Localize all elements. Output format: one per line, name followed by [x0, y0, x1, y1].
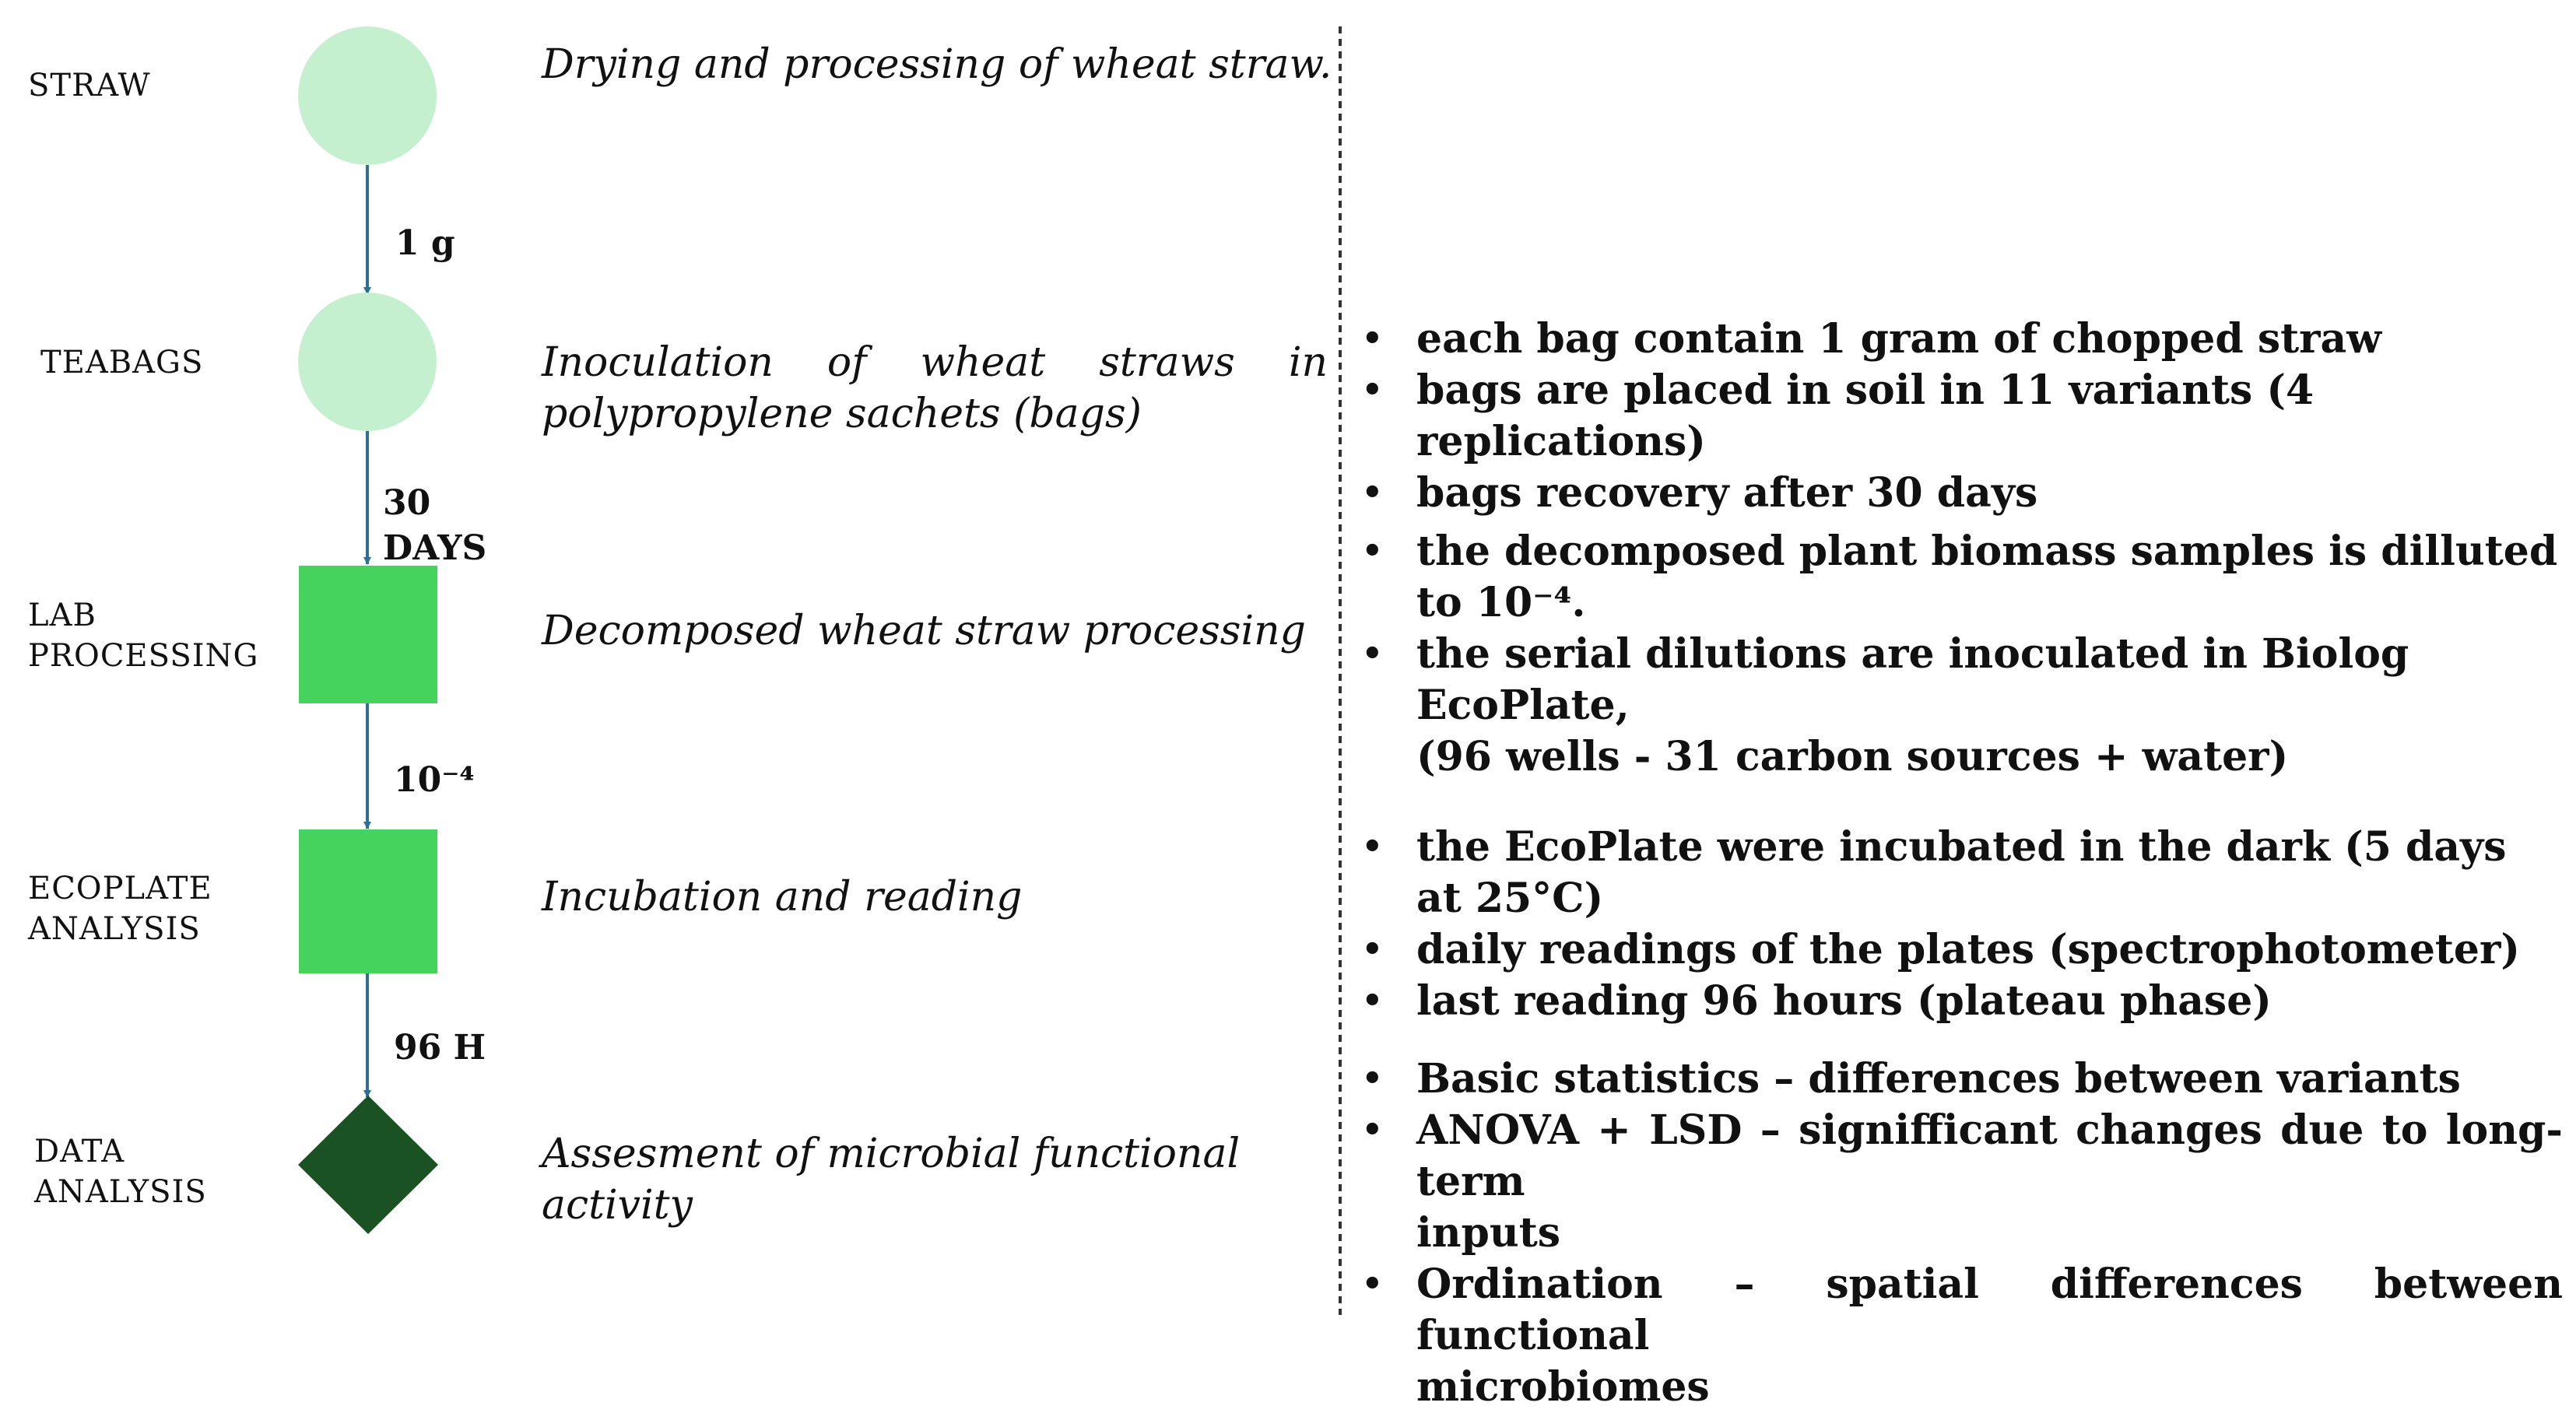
step-label-ecoplate-analysis: [28, 868, 212, 949]
step-label-teabags: TEABAGS: [40, 345, 204, 380]
step-description-data-analysis: [542, 1128, 1328, 1231]
details-data-analysis: [1360, 1054, 2563, 1413]
edge-label-dilution: 10⁻⁴: [394, 760, 475, 800]
step-label-line: ECOPLATE: [28, 871, 212, 906]
ecoplate-analysis-node: [299, 829, 437, 973]
step-description-teabags: [542, 337, 1328, 440]
details-teabags: [1360, 314, 2563, 519]
details-lab-processing: [1360, 526, 2563, 783]
step-label-data-analysis: [34, 1131, 207, 1212]
description-line: Inoculation of wheat straws in: [542, 339, 1328, 386]
detail-bullet: • the decomposed plant biomass samples is dilluted to 10⁻⁴.: [1360, 526, 2563, 629]
detail-line: microbiomes: [1416, 1363, 1710, 1411]
step-label-line: PROCESSING: [28, 638, 259, 674]
edge-label-line: 30: [383, 483, 431, 523]
detail-bullet: • the EcoPlate were incubated in the dark (5 days at 25°C): [1360, 822, 2563, 924]
step-description-lab-processing: Decomposed wheat straw processing: [542, 608, 1306, 654]
step-label-lab-processing: [28, 595, 258, 676]
step-label-line: ANALYSIS: [34, 1174, 207, 1210]
detail-bullet: • daily readings of the plates (spectrophotometer): [1360, 924, 2563, 976]
detail-bullet: • bags recovery after 30 days: [1360, 468, 2563, 519]
description-line: polypropylene sachets (bags): [542, 391, 1142, 437]
detail-bullet: [1360, 1105, 2563, 1259]
description-line: activity: [542, 1182, 693, 1229]
details-ecoplate: [1360, 822, 2563, 1027]
detail-bullet: • each bag contain 1 gram of chopped straw: [1360, 314, 2563, 365]
detail-line: inputs: [1416, 1209, 1561, 1257]
detail-continuation: (96 wells - 31 carbon sources + water): [1416, 733, 2289, 780]
detail-bullet: • last reading 96 hours (plateau phase): [1360, 976, 2563, 1027]
step-label-line: ANALYSIS: [28, 911, 201, 947]
step-label-straw: STRAW: [28, 68, 151, 103]
detail-bullet: • bags are placed in soil in 11 variants (4 replications): [1360, 365, 2563, 468]
detail-line: • Ordination – spatial differences between functional: [1416, 1260, 2563, 1359]
detail-line: • ANOVA + LSD – signifficant changes due to long-term: [1416, 1106, 2563, 1205]
detail-bullet: • the serial dilutions are inoculated in Biolog EcoPlate,: [1360, 629, 2563, 731]
edge-label-30-days: [383, 481, 486, 571]
straw-node: [298, 26, 437, 165]
description-line: Assesment of microbial functional: [542, 1131, 1241, 1177]
step-label-line: DATA: [34, 1134, 125, 1169]
step-label-line: LAB: [28, 598, 97, 633]
lab-processing-node: [299, 566, 437, 703]
edge-label-96h: 96 H: [394, 1028, 486, 1068]
detail-bullet: [1360, 1259, 2563, 1413]
step-description-straw: Drying and processing of wheat straw.: [542, 41, 1332, 88]
edge-label-1g: 1 g: [395, 223, 455, 263]
step-description-ecoplate: Incubation and reading: [542, 874, 1023, 920]
teabags-node: [298, 293, 437, 431]
edge-label-line: DAYS: [383, 528, 487, 568]
data-analysis-node: [298, 1096, 438, 1234]
detail-bullet: • Basic statistics – differences between variants: [1360, 1054, 2563, 1105]
